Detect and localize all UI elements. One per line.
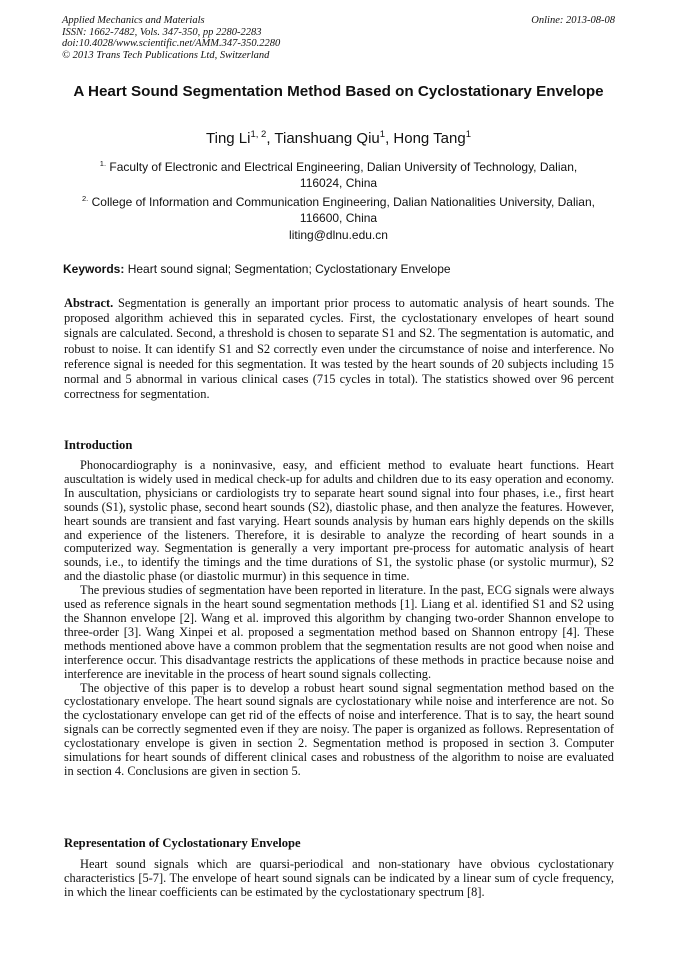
journal-name: Applied Mechanics and Materials	[62, 15, 205, 26]
author-affiliation-marker: 1	[465, 129, 471, 140]
abstract-text: Segmentation is generally an important prior process to automatic analysis of heart sounds. The proposed algorithm achieved this in separated cycles. First, the cyclostationary envelopes of heart sound signals are calculated. Second, a threshold is chosen to separate S1 and S2. The segmentation is automatic, and robust to noise. It can identify S1 and S2 correctly even under the circumstance of noise and interference. No reference signal is needed for this segmentation. It was tested by the heart sounds of 20 subjects including 15 normal and 5 abnormal in various clinical cases (715 cycles in total). The statistics showed over 96 percent correctness for segmentation.	[64, 296, 614, 402]
section-heading-representation: Representation of Cyclostationary Envelope	[64, 836, 301, 850]
paper-title: A Heart Sound Segmentation Method Based on Cyclostationary Envelope	[73, 83, 604, 100]
affiliation-2	[82, 191, 595, 226]
affiliation-text: Faculty of Electronic and Electrical Engineering, Dalian University of Technology, Dalian, 116024, China	[109, 160, 578, 190]
introduction-body	[64, 459, 614, 779]
keywords	[63, 262, 616, 276]
author-name: Hong Tang	[393, 130, 466, 147]
affiliation-1	[82, 156, 595, 191]
paragraph: The objective of this paper is to develop a robust heart sound signal segmentation method based on the cyclostationary envelope. The heart sound signals are cyclostationary while noise and interference are not. So the cyclostationary envelope can get rid of the effects of noise and interference. That is to say, the heart sound signals can be correctly segmented even if they are noisy. The paper is organized as follows. Representation of cyclostationary envelope is given in section 2. Segmentation method is proposed in section 3. Computer simulations for heart sounds of different clinical cases and robustness of the algorithm to noise are evaluated in section 4. Conclusions are given in section 5.	[64, 680, 614, 778]
author-affiliation-marker: 1	[379, 129, 386, 140]
paragraph: Heart sound signals which are quarsi-periodical and non-stationary have obvious cyclostationary characteristics [5-7]. The envelope of heart sound signals can be indicated by a linear sum of cycle frequency, in which the linear coefficients can be estimated by the cyclostationary spectrum [8].	[64, 857, 614, 899]
issn-line: ISSN: 1662-7482, Vols. 347-350, pp 2280-2283	[62, 26, 262, 38]
keywords-label: Keywords:	[63, 262, 125, 276]
author-email: liting@dlnu.edu.cn	[289, 228, 388, 242]
paragraph: The previous studies of segmentation have been reported in literature. In the past, ECG signals were always used as reference signals in the heart sound segmentation methods [1]. Liang et al. identified S1 and S2 using the Shannon envelope [2]. Wang et al. improved this algorithm by changing two-order Shannon envelope to three-order [3]. Wang Xinpei et al. proposed a segmentation method based on Shannon entropy [4]. These methods mentioned above have a common problem that the segmentation results are not good when noise and interference occur. This disadvantage restricts the applications of these methods in practice because noise and interference are inevitable in the process of heart sound signals collecting.	[64, 583, 615, 681]
affiliation-marker: 2.	[82, 194, 89, 203]
author-affiliation-marker: 1, 2	[250, 129, 267, 140]
doi-line: doi:10.4028/www.scientific.net/AMM.347-350.2280	[62, 38, 281, 50]
copyright-line: © 2013 Trans Tech Publications Ltd, Switzerland	[62, 49, 270, 61]
author-name: Ting Li	[206, 130, 251, 147]
abstract	[64, 296, 614, 402]
paragraph: Phonocardiography is a noninvasive, easy, and efficient method to evaluate heart functions. Heart auscultation is widely used in medical check-up for adults and children due to its easy operation and economy. In auscultation, physicians or cardiologists try to separate heart sound signal into four phases, i.e., first heart sounds (S1), systolic phase, second heart sounds (S2), diastolic phase, and then analyze the features. However, heart sounds are transient and fast varying. Heart sounds analysis by human ears highly depends on the skills and experience of the listeners. Therefore, it is desirable to analyze the recording of heart sounds in a computerized way. Segmentation is generally a very important pre-process for automatic analysis of heart sounds, i.e., to identify the timings and the time durations of S1, the systolic phase (or systolic murmur), S2 and the diastolic phase (or diastolic murmur) in this sequence in time.	[64, 458, 614, 584]
section-heading-introduction: Introduction	[64, 438, 133, 452]
representation-body	[64, 857, 614, 899]
affiliation-marker: 1.	[99, 159, 107, 168]
abstract-label: Abstract.	[64, 296, 114, 310]
author-list: Ting Li$^{1, 2}$, Tianshuang Qiu$^1$, Hong Tang$^1$	[206, 129, 471, 147]
affiliation-text: College of Information and Communication Engineering, Dalian Nationalities University, Dalian, 116600, China	[91, 195, 595, 225]
author-name: Tianshuang Qiu	[274, 130, 380, 147]
journal-header	[62, 15, 615, 61]
keywords-text: Heart sound signal; Segmentation; Cyclostationary Envelope	[127, 262, 451, 276]
online-date: Online: 2013-08-08	[531, 15, 615, 26]
